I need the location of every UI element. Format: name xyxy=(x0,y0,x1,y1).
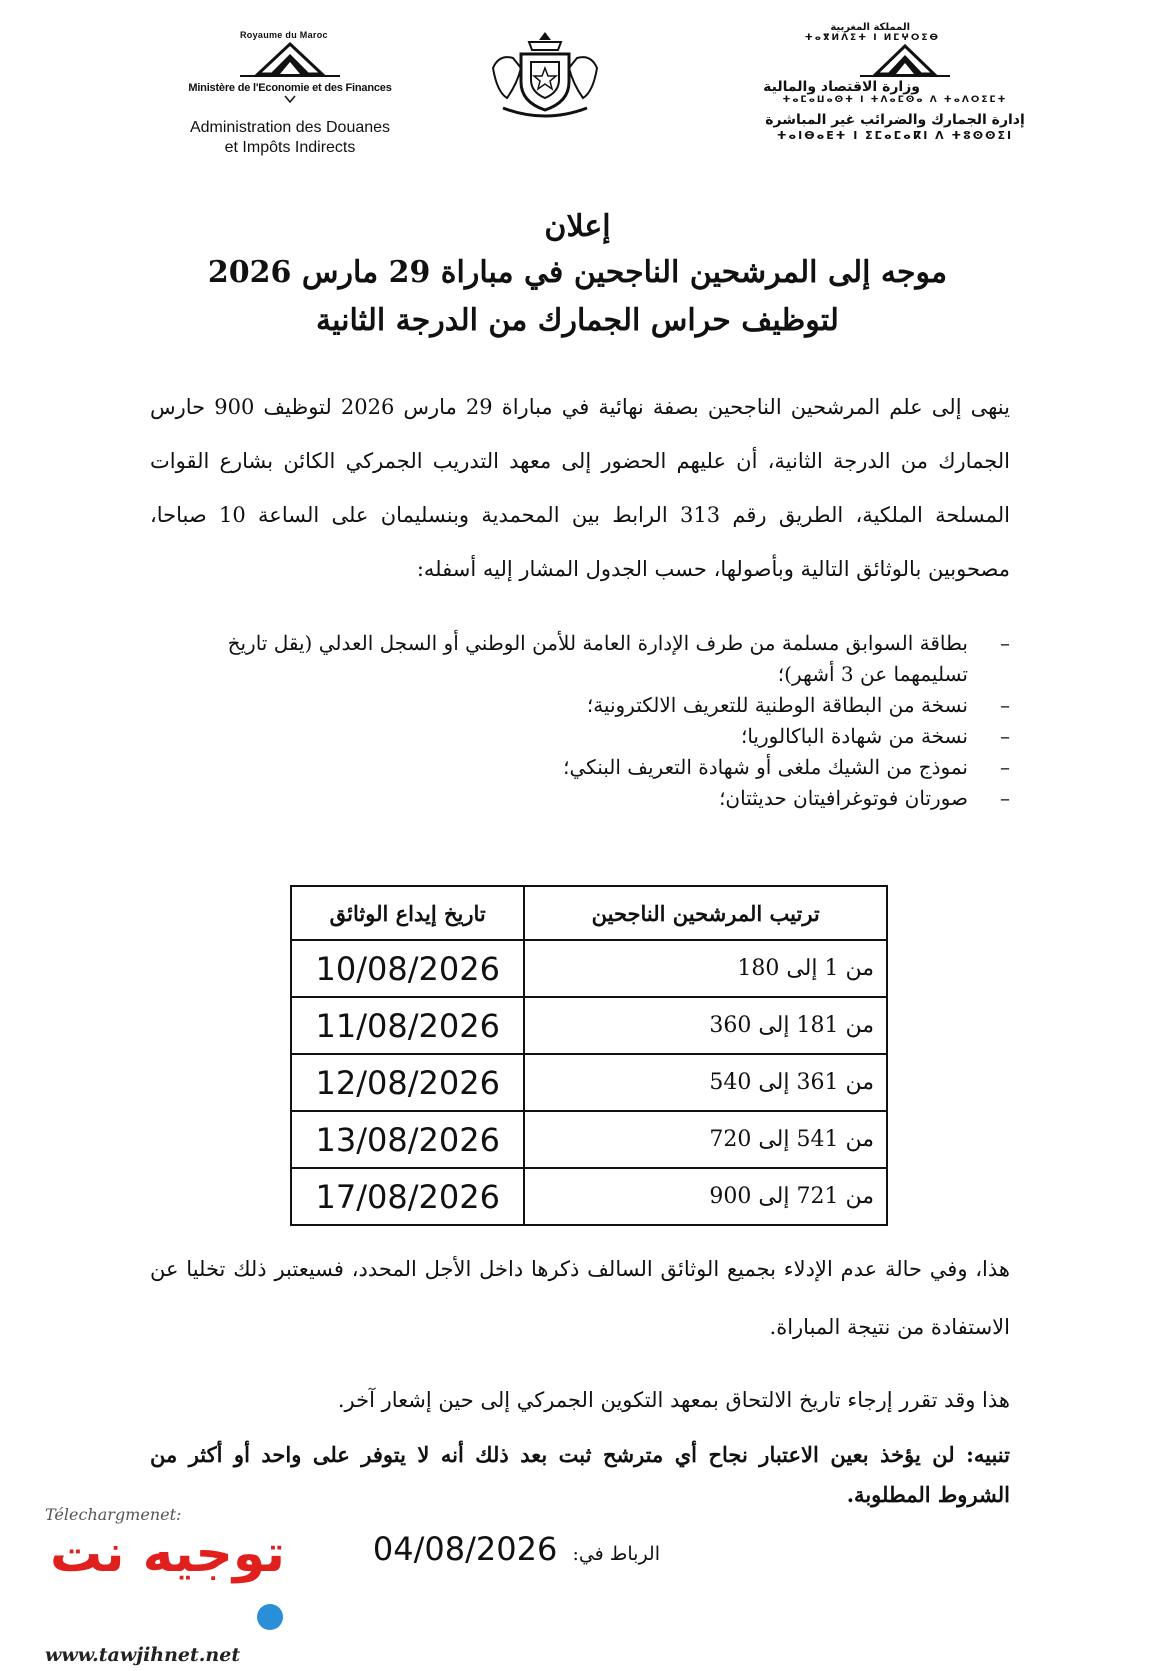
date-cell: 13/08/2026 xyxy=(291,1111,524,1168)
table-row xyxy=(291,1054,887,1111)
ministry-tifinagh: ⵜⴰⵎⴰⵡⴰⵙⵜ ⵏ ⵜⴷⴰⵎⵙⴰ ⴷ ⵜⴰⴷⵔⵉⵎⵜ xyxy=(782,95,1008,105)
date-cell: 11/08/2026 xyxy=(291,997,524,1054)
dash-bullet: – xyxy=(1000,631,1010,655)
list-item: – نموذج من الشيك ملغى أو شهادة التعريف البنكي؛ xyxy=(150,752,1010,783)
header-date: تاريخ إيداع الوثائق xyxy=(291,886,524,940)
admin-fr-line1: Administration des Douanes xyxy=(189,119,391,136)
brand-badge-icon xyxy=(257,1604,283,1630)
postpone-paragraph: هذا وقد تقرر إرجاء تاريخ الالتحاق بمعهد التكوين الجمركي إلى حين إشعار آخر. xyxy=(337,1388,1010,1412)
watermark-brand-logo xyxy=(45,1524,285,1644)
rank-cell: من 541 إلى 720 xyxy=(524,1111,887,1168)
watermark-url[interactable]: www.tawjihnet.net xyxy=(45,1644,241,1666)
admin-fr-line2: et Impôts Indirects xyxy=(224,139,356,156)
header-left xyxy=(150,30,430,158)
admin-tifinagh: ⵜⴰⵏⴱⴰⴹⵜ ⵏ ⵉⵎⴰⵎⴰⴽⵏ ⴷ ⵜⵓⵙⵙⵉⵏ xyxy=(776,129,1014,142)
dash-bullet: – xyxy=(1000,724,1010,748)
list-item: – بطاقة السوابق مسلمة من طرف الإدارة العامة للأمن الوطني أو السجل العدلي (يقل تاريخ تسليمهما عن 3 أشهر)؛ xyxy=(150,628,1010,690)
dash-bullet: – xyxy=(1000,693,1010,717)
rank-cell: من 1 إلى 180 xyxy=(524,940,887,997)
table-header-row xyxy=(291,886,887,940)
watermark-download-label: Télechargmenet: xyxy=(45,1505,182,1524)
closing-paragraph: هذا، وفي حالة عدم الإدلاء بجميع الوثائق السالف ذكرها داخل الأجل المحدد، فسيعتبر ذلك تخليا عن الاستفادة من نتيجة المباراة. xyxy=(150,1257,1010,1339)
signature-date: 04/08/2026 xyxy=(372,1530,558,1568)
notice-paragraph: تنبيه: لن يؤخذ بعين الاعتبار نجاح أي مترشح ثبت بعد ذلك أنه لا يتوفر على واحد أو أكثر من الشروط المطلوبة. xyxy=(150,1442,1010,1507)
header-rank: ترتيب المرشحين الناجحين xyxy=(524,886,887,940)
dash-bullet: – xyxy=(1000,786,1010,810)
admin-ar: إدارة الجمارك والضرائب غير المباشرة xyxy=(765,112,1025,128)
intro-paragraph: ينهى إلى علم المرشحين الناجحين بصفة نهائية في مباراة 29 مارس 2026 لتوظيف 900 حارس الجمارك من الدرجة الثانية، أن عليهم الحضور إلى معهد التدريب الجمركي الكائن بشارع القوات المسلحة الملكية، الطريق رقم 313 الرابط بين المحمدية وبنسليمان على الساعة 10 صباحا، مصحوبين بالوثائق التالية وبأصولها، حسب الجدول المشار إليه أسفله: xyxy=(150,395,1010,581)
watermark xyxy=(45,1505,285,1666)
list-item: – صورتان فوتوغرافيتان حديثتان؛ xyxy=(150,783,1010,814)
kingdom-ar: المملكة المغربية xyxy=(830,22,910,33)
place-label: الرباط في: xyxy=(572,1543,660,1565)
ministry-logo-icon xyxy=(850,43,960,79)
kingdom-tifinagh: ⵜⴰⴳⵍⴷⵉⵜ ⵏ ⵍⵎⵖⵔⵉⴱ xyxy=(804,33,940,43)
title-line3: لتوظيف حراس الجمارك من الدرجة الثانية xyxy=(316,303,839,338)
schedule-table xyxy=(290,885,888,1226)
rank-cell: من 181 إلى 360 xyxy=(524,997,887,1054)
header-right xyxy=(760,22,1030,142)
table-row xyxy=(291,997,887,1054)
table-row xyxy=(291,1168,887,1225)
ministry-fr: Ministère de l'Economie et des Finances xyxy=(188,82,392,94)
chevron-down-icon xyxy=(283,94,297,104)
ministry-logo-icon xyxy=(230,40,350,80)
dash-bullet: – xyxy=(1000,755,1010,779)
required-documents-list xyxy=(150,628,1010,814)
rank-cell: من 361 إلى 540 xyxy=(524,1054,887,1111)
title-line2: موجه إلى المرشحين الناجحين في مباراة 29 مارس 2026 xyxy=(207,255,948,290)
date-cell: 12/08/2026 xyxy=(291,1054,524,1111)
watermark-brand: توجيه نت xyxy=(49,1524,285,1584)
royal-coat-of-arms-icon xyxy=(485,28,605,120)
announcement-title xyxy=(150,205,1005,345)
kingdom-fr: Royaume du Maroc xyxy=(240,30,328,40)
list-item: – نسخة من شهادة الباكالوريا؛ xyxy=(150,721,1010,752)
list-item: – نسخة من البطاقة الوطنية للتعريف الالكترونية؛ xyxy=(150,690,1010,721)
ministry-ar: وزارة الاقتصاد والمالية xyxy=(763,79,920,95)
title-line1: إعلان xyxy=(544,209,611,244)
place-date xyxy=(360,1530,660,1568)
date-cell: 17/08/2026 xyxy=(291,1168,524,1225)
table-row xyxy=(291,1111,887,1168)
rank-cell: من 721 إلى 900 xyxy=(524,1168,887,1225)
table-row xyxy=(291,940,887,997)
date-cell: 10/08/2026 xyxy=(291,940,524,997)
